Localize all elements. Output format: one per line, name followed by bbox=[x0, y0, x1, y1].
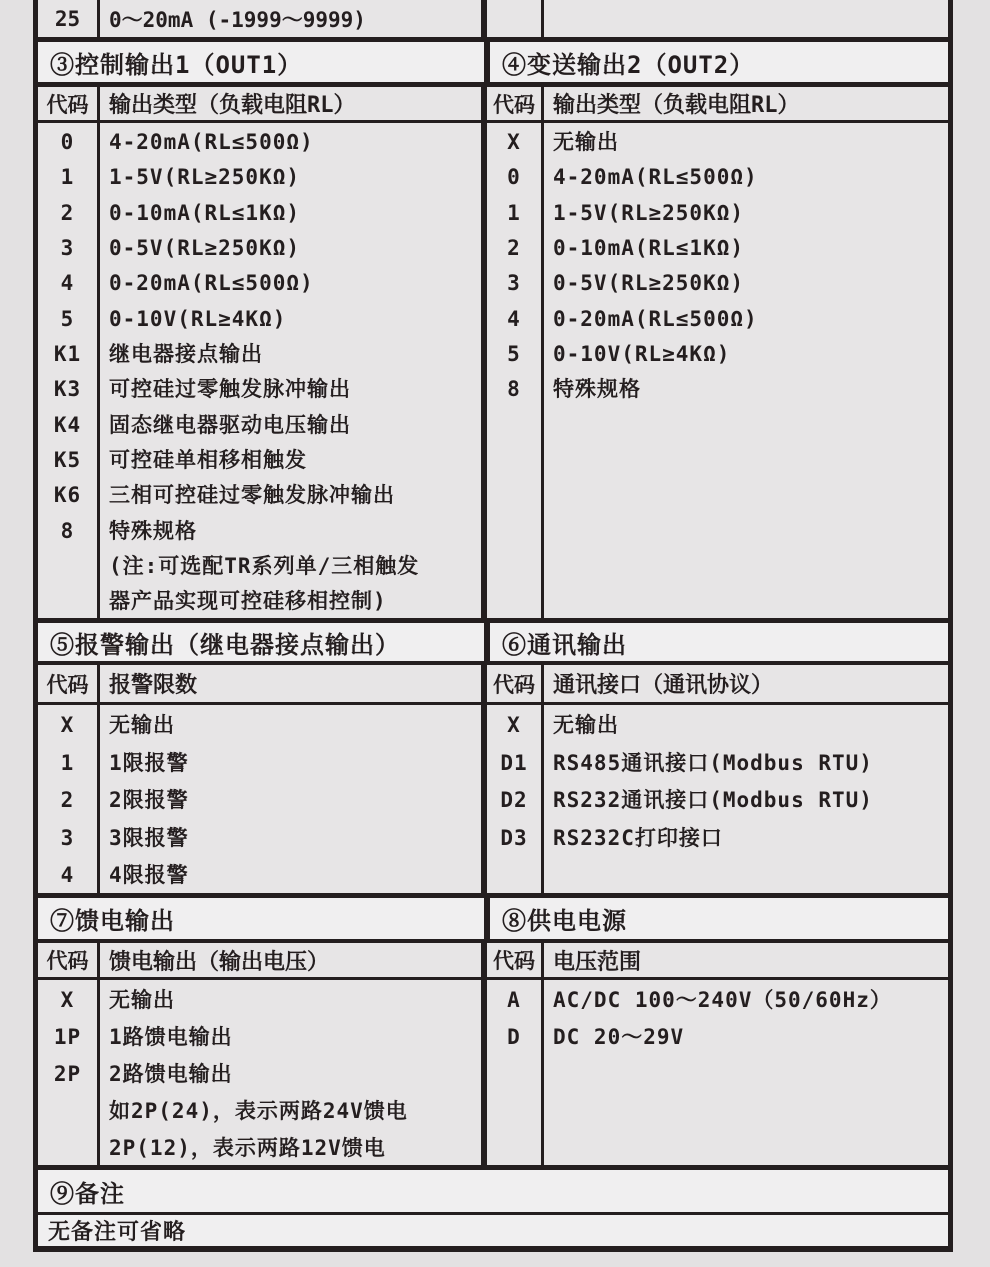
remark-text: 无备注可省略 bbox=[48, 1220, 187, 1245]
top-row-empty-code-cell bbox=[487, 0, 544, 37]
code-line: D3 bbox=[500, 825, 528, 850]
section-7-8-column-header-row bbox=[38, 943, 948, 980]
code-line: 4 bbox=[60, 271, 75, 296]
code-line: 1 bbox=[60, 750, 75, 775]
code-line bbox=[38, 1130, 97, 1165]
section-7-code-header: 代码 bbox=[38, 943, 100, 977]
desc-line: 0-20mA(RL≤500Ω) bbox=[109, 271, 314, 296]
section-5-code-column bbox=[38, 705, 100, 893]
code-line bbox=[38, 584, 97, 618]
partial-top-row bbox=[38, 0, 948, 42]
desc-line: 继电器接点输出 bbox=[109, 342, 263, 367]
code-line bbox=[38, 1093, 97, 1130]
code-line: X bbox=[60, 988, 75, 1012]
code-line: X bbox=[507, 130, 521, 154]
desc-line: 2路馈电输出 bbox=[109, 1062, 233, 1086]
code-line: 8 bbox=[60, 518, 75, 543]
desc-line: 0-10mA(RL≤1KΩ) bbox=[109, 200, 301, 225]
section-5-6-header-row bbox=[38, 623, 948, 665]
section-7-8-body bbox=[38, 980, 948, 1170]
desc-line: 0-10V(RL≥4KΩ) bbox=[553, 342, 731, 367]
code-line: 2P bbox=[53, 1062, 82, 1086]
section-8-code-column bbox=[487, 980, 544, 1165]
section-8-title: ⑧供电电源 bbox=[502, 907, 627, 935]
desc-line: 无输出 bbox=[109, 988, 175, 1012]
desc-line: 4限报警 bbox=[109, 863, 189, 888]
desc-line: 0-20mA(RL≤500Ω) bbox=[553, 306, 758, 331]
section-7-desc-column bbox=[100, 980, 487, 1165]
desc-line: 3限报警 bbox=[109, 825, 189, 850]
section-6-desc-column bbox=[544, 705, 948, 893]
code-line: 0 bbox=[507, 165, 521, 190]
code-line: X bbox=[507, 713, 521, 737]
section-4-code-header: 代码 bbox=[487, 87, 544, 120]
code-line: 3 bbox=[507, 271, 521, 296]
section-3-4-column-header-row bbox=[38, 87, 948, 123]
desc-line: 特殊规格 bbox=[553, 377, 641, 402]
section-3-desc-header: 输出类型（负载电阻RL） bbox=[100, 87, 487, 120]
code-line: D bbox=[507, 1025, 521, 1049]
desc-line: 1路馈电输出 bbox=[109, 1025, 233, 1049]
desc-line: 器产品实现可控硅移相控制) bbox=[109, 589, 387, 614]
desc-line: 2限报警 bbox=[109, 788, 189, 813]
top-row-desc-cell: 0～20mA (-1999～9999) bbox=[100, 0, 487, 37]
top-row-code-cell: 25 bbox=[38, 0, 100, 37]
top-row-empty-desc-cell bbox=[544, 0, 948, 37]
desc-line: 4-20mA(RL≤500Ω) bbox=[553, 165, 758, 190]
section-7-desc-header: 馈电输出（输出电压） bbox=[100, 943, 487, 977]
desc-line: 1限报警 bbox=[109, 750, 189, 775]
section-3-4-body bbox=[38, 123, 948, 623]
code-line: 3 bbox=[60, 825, 75, 850]
ordering-code-table bbox=[33, 0, 953, 1252]
code-line: 2 bbox=[60, 200, 75, 225]
section-5-title: ⑤报警输出（继电器接点输出） bbox=[38, 623, 490, 661]
section-3-code-column bbox=[38, 123, 100, 618]
desc-line: RS232通讯接口(Modbus RTU) bbox=[553, 788, 873, 813]
desc-line: 0-5V(RL≥250KΩ) bbox=[553, 271, 745, 296]
desc-line: 0-10V(RL≥4KΩ) bbox=[109, 306, 287, 331]
code-line: 2 bbox=[60, 788, 75, 813]
code-line: 8 bbox=[507, 377, 521, 402]
section-3-title: ③控制输出1（OUT1） bbox=[38, 42, 490, 82]
section-5-6-column-header-row bbox=[38, 665, 948, 705]
section-9-title: ⑨备注 bbox=[50, 1179, 125, 1208]
section-9-header-row bbox=[38, 1170, 948, 1215]
code-line: D1 bbox=[500, 750, 528, 775]
code-line: 0 bbox=[60, 130, 75, 154]
section-7-code-column bbox=[38, 980, 100, 1165]
code-line: K1 bbox=[53, 342, 82, 367]
code-line: K6 bbox=[53, 483, 82, 508]
section-8-desc-column bbox=[544, 980, 948, 1165]
section-6-desc-header: 通讯接口（通讯协议） bbox=[553, 673, 774, 698]
code-line: 1 bbox=[507, 200, 521, 225]
desc-line: RS485通讯接口(Modbus RTU) bbox=[553, 750, 873, 775]
code-line: D2 bbox=[500, 788, 528, 813]
desc-line: 固态继电器驱动电压输出 bbox=[109, 412, 351, 437]
section-4-desc-header: 输出类型（负载电阻RL） bbox=[553, 93, 800, 118]
desc-line: 无输出 bbox=[553, 713, 619, 737]
code-line: 3 bbox=[60, 236, 75, 261]
section-4-title: ④变送输出2（OUT2） bbox=[502, 50, 755, 79]
desc-line: AC/DC 100～240V（50/60Hz） bbox=[553, 988, 892, 1012]
section-7-title: ⑦馈电输出 bbox=[38, 898, 490, 939]
code-line: X bbox=[60, 713, 75, 737]
code-line: 4 bbox=[507, 306, 521, 331]
code-line: 2 bbox=[507, 236, 521, 261]
desc-line: 0-10mA(RL≤1KΩ) bbox=[553, 236, 745, 261]
section-5-code-header: 代码 bbox=[38, 665, 100, 702]
desc-line: 1-5V(RL≥250KΩ) bbox=[553, 200, 745, 225]
section-3-code-header: 代码 bbox=[38, 87, 100, 120]
desc-line: RS232C打印接口 bbox=[553, 825, 723, 850]
desc-line: 0-5V(RL≥250KΩ) bbox=[109, 236, 301, 261]
section-3-4-header-row bbox=[38, 42, 948, 87]
desc-line: 4-20mA(RL≤500Ω) bbox=[109, 130, 314, 154]
desc-line: 如2P(24)，表示两路24V馈电 bbox=[109, 1099, 408, 1123]
section-5-6-body bbox=[38, 705, 948, 898]
desc-line: 无输出 bbox=[109, 713, 175, 737]
desc-line: 可控硅单相移相触发 bbox=[109, 448, 307, 473]
code-line: K3 bbox=[53, 377, 82, 402]
section-6-code-header: 代码 bbox=[487, 665, 544, 702]
desc-line: 可控硅过零触发脉冲输出 bbox=[109, 377, 351, 402]
section-6-code-column bbox=[487, 705, 544, 893]
remark-row bbox=[38, 1215, 948, 1252]
section-8-code-header: 代码 bbox=[487, 943, 544, 977]
section-4-code-column bbox=[487, 123, 544, 618]
section-7-8-header-row bbox=[38, 898, 948, 943]
section-3-desc-column bbox=[100, 123, 487, 618]
desc-line: DC 20～29V bbox=[553, 1025, 685, 1049]
desc-line: (注:可选配TR系列单/三相触发 bbox=[109, 554, 420, 579]
desc-line: 1-5V(RL≥250KΩ) bbox=[109, 165, 301, 190]
code-line: A bbox=[507, 988, 521, 1012]
code-line: 1P bbox=[53, 1025, 82, 1049]
desc-line: 特殊规格 bbox=[109, 518, 197, 543]
section-4-desc-column bbox=[544, 123, 948, 618]
section-8-desc-header: 电压范围 bbox=[553, 949, 642, 975]
code-line: 5 bbox=[60, 306, 75, 331]
code-line: 4 bbox=[60, 863, 75, 888]
code-line: 5 bbox=[507, 342, 521, 367]
code-line bbox=[38, 549, 97, 584]
section-6-title: ⑥通讯输出 bbox=[502, 630, 627, 659]
section-5-desc-column bbox=[100, 705, 487, 893]
code-line: K4 bbox=[53, 412, 82, 437]
desc-line: 三相可控硅过零触发脉冲输出 bbox=[109, 483, 395, 508]
section-5-desc-header: 报警限数 bbox=[100, 665, 487, 702]
code-line: K5 bbox=[53, 448, 82, 473]
code-line: 1 bbox=[60, 165, 75, 190]
desc-line: 无输出 bbox=[553, 130, 619, 154]
desc-line: 2P(12)，表示两路12V馈电 bbox=[109, 1136, 386, 1160]
